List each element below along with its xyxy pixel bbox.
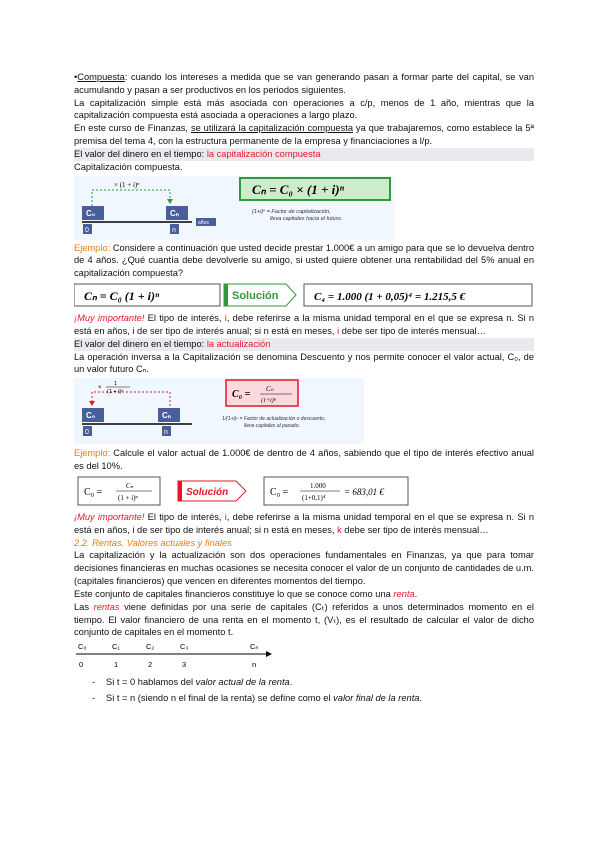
solucion1-row xyxy=(74,282,534,308)
rentas-paragraph-3 xyxy=(74,601,534,639)
bullet1-term: valor actual de la renta xyxy=(195,677,290,688)
act-formula-lhs: C₀ = xyxy=(232,389,251,401)
compuesta-text: : cuando los intereses a medida que se van generando pasan a formar parte del capital, se van acumulando y pasan a ser productivos en los periodos siguientes. xyxy=(74,72,534,95)
act-times: × xyxy=(98,385,102,392)
bullet-valor-actual xyxy=(92,676,534,689)
rentas-p3-term: rentas xyxy=(93,601,120,612)
bullet-valor-final xyxy=(92,692,534,705)
section1-highlight: la capitalización compuesta xyxy=(206,148,321,159)
rentas-p2-term: renta xyxy=(393,588,415,599)
timeline-t-3: 3 xyxy=(182,660,187,670)
sol1-result: C₄ = 1.000 (1 + 0,05)⁴ = 1.215,5 € xyxy=(314,291,466,304)
act-factor-bottom: (1 + i)ⁿ xyxy=(107,389,124,396)
ejemplo2-label: Ejemplo: xyxy=(74,448,111,459)
sol2-res-val: = 683,01 € xyxy=(344,486,384,497)
sol2-arrow-bar xyxy=(178,481,182,501)
importante1-i1: i xyxy=(224,313,227,324)
t0-label-2: 0 xyxy=(85,429,89,437)
importante2-label: ¡Muy importante! xyxy=(74,511,145,522)
cap-arrow-head xyxy=(167,199,173,204)
act-formula-num: Cₙ xyxy=(266,385,274,394)
bullet1-before: Si t = 0 hablamos del xyxy=(106,677,196,688)
unit-label: años xyxy=(198,219,209,226)
solucion2-svg xyxy=(74,475,534,507)
simple-vs-compuesta: La capitalización simple está más asociada con operaciones a c/p, menos de 1 año, mientras que la capitalización compuesta está asociada a operaciones a largo plazo. xyxy=(74,97,534,121)
compuesta-term: Compuesta xyxy=(77,72,125,82)
importante2-i1: i xyxy=(224,511,227,522)
rentas-p2-before: Este conjunto de capitales financieros constituye lo que se conoce como una xyxy=(74,588,394,599)
compuesta-paragraph xyxy=(74,71,534,97)
bullet1-after: . xyxy=(289,677,293,688)
solucion2-row xyxy=(74,475,534,507)
importante1-t3: debe ser tipo de interés mensual… xyxy=(339,325,486,336)
sol2-label: Solución xyxy=(186,486,229,498)
timeline-arrow xyxy=(266,651,272,657)
ejemplo2-text: Calcule el valor actual de 1.000€ de dentro de 4 años, sabiendo que el tipo de interés efectivo anual es del 10%. xyxy=(74,448,534,472)
sol2-lhs: C₀ = xyxy=(84,486,103,498)
rentas-p3-after: viene definidas por una serie de capitales (Cₜ) referidos a unos determinados momento en el tiempo. El valor financiero de una renta en el momento t, (Vₜ), es el resultado de calcular el valor de dicho conjunto de capitales en el momento t. xyxy=(74,601,534,638)
section-heading-actualizacion xyxy=(74,338,534,351)
sol2-res-den: (1+0,1)⁴ xyxy=(302,493,326,502)
cap-factor-label: × (1 + i)ⁿ xyxy=(114,180,140,189)
cap-formula: Cₙ = C₀ × (1 + i)ⁿ xyxy=(252,181,345,197)
curso-paragraph xyxy=(74,122,534,148)
solucion1-svg xyxy=(74,282,534,308)
section2-highlight: la actualización xyxy=(206,338,271,349)
act-arrow-path xyxy=(92,392,170,406)
bullet2-before: Si t = n (siendo n el final de la renta) se define como el xyxy=(106,693,334,704)
rentas-timeline xyxy=(74,640,274,674)
actualizacion-diagram xyxy=(74,378,364,444)
curso-underlined: se utilizará la capitalización compuesta xyxy=(190,123,353,134)
bullet2-after: . xyxy=(419,693,423,704)
timeline-cap-1: C₁ xyxy=(112,642,120,652)
importante1-label: ¡Muy importante! xyxy=(74,313,145,324)
c0-label-2: C₀ xyxy=(86,411,96,421)
sol2-res-num: 1.000 xyxy=(310,481,326,490)
section1-prefix: El valor del dinero en el tiempo: xyxy=(74,148,207,159)
curso-after: ya que trabajaremos, como establece la 5ª premisa del tema 4, con la estructura permanente de la empresa y financiaciones a l/p. xyxy=(74,123,534,147)
ejemplo1-label: Ejemplo: xyxy=(74,242,111,253)
sol2-num: Cₙ xyxy=(126,481,134,490)
importante2-t3: debe ser tipo de interés mensual… xyxy=(341,524,489,535)
ejemplo1-paragraph xyxy=(74,242,534,280)
sol1-arrow-bar xyxy=(224,284,228,306)
sol1-formula: Cₙ = C₀ (1 + i)ⁿ xyxy=(84,289,160,304)
rentas-p2-after: . xyxy=(414,588,418,599)
timeline-t-1: 1 xyxy=(114,660,119,670)
rentas-p3-before: Las xyxy=(74,601,94,612)
ejemplo2-paragraph xyxy=(74,447,534,473)
curso-before: En este curso de Finanzas, xyxy=(74,123,191,134)
act-note-2: lleva capitales al pasado. xyxy=(244,423,300,430)
sol2-res-lhs: C₀ = xyxy=(270,486,289,498)
importante2-t2: , debe referirse a la misma unidad temporal en el que se expresa n. Si n está en años, i de ser tipo de interés anual; si n está en meses, xyxy=(74,511,535,535)
tn-label-2: n xyxy=(164,429,168,437)
cap-note-2: lleva capitales hacia el futuro. xyxy=(270,215,343,222)
rentas-bullets xyxy=(92,676,534,705)
tn-label: n xyxy=(172,226,176,234)
ejemplo1-text: Considere a continuación que usted decide prestar 1.000€ a un amigo para que se lo devuelva dentro de 4 años. ¿Qué cuantía debe devolverle su amigo, si usted quiere obtener una rentabilidad del 5% anual en capitalización compuesta? xyxy=(74,242,534,279)
document-page xyxy=(74,71,534,708)
timeline-t-0: 0 xyxy=(79,660,84,670)
rentas-paragraph-1: La capitalización y la actualización son dos operaciones fundamentales en Finanzas, ya que para tomar decisiones financieras en muchas ocasiones se necesita conocer el valor de un conjunto de cantidades de u.m. (capitales financieros) que vencen en diferentes momentos del tiempo. xyxy=(74,550,534,587)
section2-prefix: El valor del dinero en el tiempo: xyxy=(74,338,207,349)
timeline-t-2: 2 xyxy=(148,660,153,670)
cap-note-1: (1+i)ⁿ = Factor de capitalización, xyxy=(252,208,331,215)
act-arrow-head xyxy=(89,401,95,406)
timeline-cap-3: C₃ xyxy=(180,642,189,652)
rentas-heading: 2.2. Rentas. Valores actuales y finales xyxy=(74,537,232,548)
cap-arrow-path xyxy=(92,190,170,206)
importante1-t2: , debe referirse a la misma unidad temporal en el que se expresa n. Si n está en años, i de ser tipo de interés anual; si n está en meses, xyxy=(74,313,535,336)
importante1-paragraph xyxy=(74,312,534,338)
importante1-i2: i xyxy=(337,325,340,336)
act-note-1: 1/(1+i)ⁿ = Factor de actualización o descuento, xyxy=(222,416,326,423)
bullet2-term: valor final de la renta xyxy=(333,693,420,704)
actualizacion-paragraph: La operación inversa a la Capitalización se denomina Descuento y nos permite conocer el valor actual, C₀, de un valor futuro Cₙ. xyxy=(74,351,534,375)
cn-label-2: Cₙ xyxy=(162,411,171,421)
importante2-t1: El tipo de interés, xyxy=(144,511,225,522)
act-factor-top: 1 xyxy=(114,381,118,388)
capitalizacion-figure xyxy=(74,176,394,240)
section-heading-capitalizacion xyxy=(74,148,534,161)
cn-label: Cₙ xyxy=(170,208,179,218)
c0-label: C₀ xyxy=(86,208,96,218)
sol2-den: (1 + i)ⁿ xyxy=(118,493,138,502)
capitalizacion-diagram xyxy=(74,176,394,240)
act-formula-den: (1+i)ⁿ xyxy=(261,398,276,405)
bullet-glyph: • xyxy=(74,72,78,82)
timeline-cap-n: Cₙ xyxy=(250,642,259,652)
importante2-k: k xyxy=(337,524,342,535)
sol1-label: Solución xyxy=(232,290,279,303)
rentas-timeline-svg xyxy=(74,640,274,674)
importante1-t1: El tipo de interés, xyxy=(144,313,225,324)
t0-label: 0 xyxy=(85,226,89,234)
timeline-cap-0: C₀ xyxy=(78,642,87,652)
actualizacion-figure xyxy=(74,378,364,444)
rentas-paragraph-2 xyxy=(74,588,534,601)
cap-compuesta-label: Capitalización compuesta. xyxy=(74,161,183,172)
timeline-cap-2: C₂ xyxy=(146,642,155,652)
importante2-paragraph xyxy=(74,511,534,537)
timeline-t-n: n xyxy=(252,660,257,670)
